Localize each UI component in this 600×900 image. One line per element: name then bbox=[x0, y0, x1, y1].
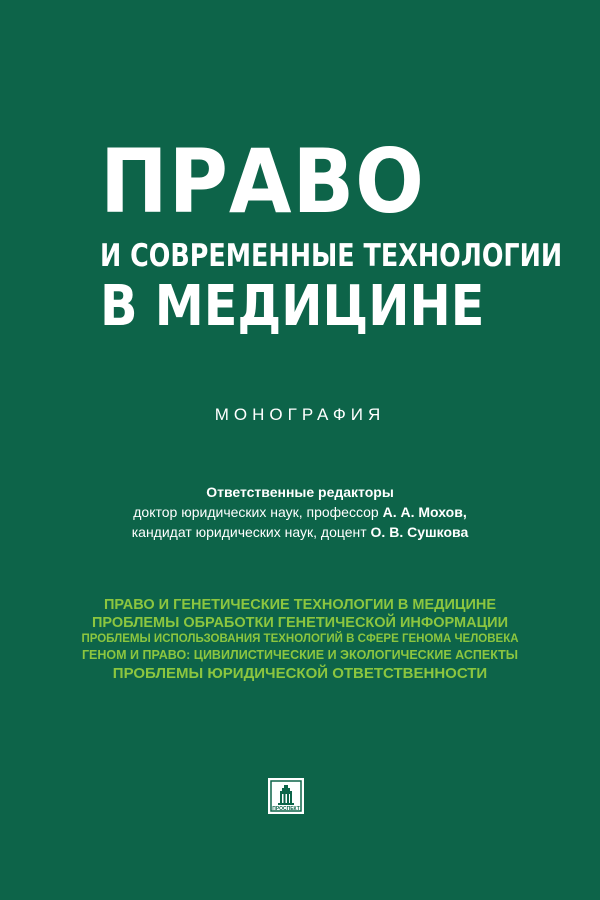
editors-heading: Ответственные редакторы bbox=[206, 484, 394, 500]
genre-label: МОНОГРАФИЯ bbox=[214, 405, 386, 424]
publisher-name: ПРОСПЕКТ bbox=[272, 806, 300, 812]
topic-item: ПРОБЛЕМЫ ОБРАБОТКИ ГЕНЕТИЧЕСКОЙ ИНФОРМАЦИИ bbox=[91, 615, 509, 631]
editors-block bbox=[0, 482, 600, 542]
editor-2-credentials: кандидат юридических наук, доцент bbox=[131, 524, 371, 540]
editor-2 bbox=[0, 522, 600, 542]
title-line-3: В МЕДИЦИНЕ bbox=[100, 274, 485, 339]
editor-1 bbox=[0, 502, 600, 522]
editor-1-credentials: доктор юридических наук, профессор bbox=[133, 504, 383, 520]
topic-item: ПРОБЛЕМЫ ИСПОЛЬЗОВАНИЯ ТЕХНОЛОГИЙ В СФЕРЕ ГЕНОМА ЧЕЛОВЕКА bbox=[81, 633, 519, 645]
editor-1-name: А. А. Мохов, bbox=[382, 504, 467, 520]
topics-list bbox=[0, 596, 600, 683]
publisher-logo bbox=[268, 778, 304, 814]
book-title bbox=[100, 130, 580, 339]
topic-item: ПРОБЛЕМЫ ЮРИДИЧЕСКОЙ ОТВЕТСТВЕННОСТИ bbox=[112, 665, 488, 682]
topic-item: ПРАВО И ГЕНЕТИЧЕСКИЕ ТЕХНОЛОГИИ В МЕДИЦИНЕ bbox=[103, 597, 497, 613]
editor-2-name: О. В. Сушкова bbox=[370, 524, 469, 540]
title-line-2: И СОВРЕМЕННЫЕ ТЕХНОЛОГИИ bbox=[100, 238, 563, 274]
topic-item: ГЕНОМ И ПРАВО: ЦИВИЛИСТИЧЕСКИЕ И ЭКОЛОГИЧЕСКИЕ АСПЕКТЫ bbox=[81, 648, 519, 662]
title-line-1: ПРАВО bbox=[100, 130, 425, 233]
